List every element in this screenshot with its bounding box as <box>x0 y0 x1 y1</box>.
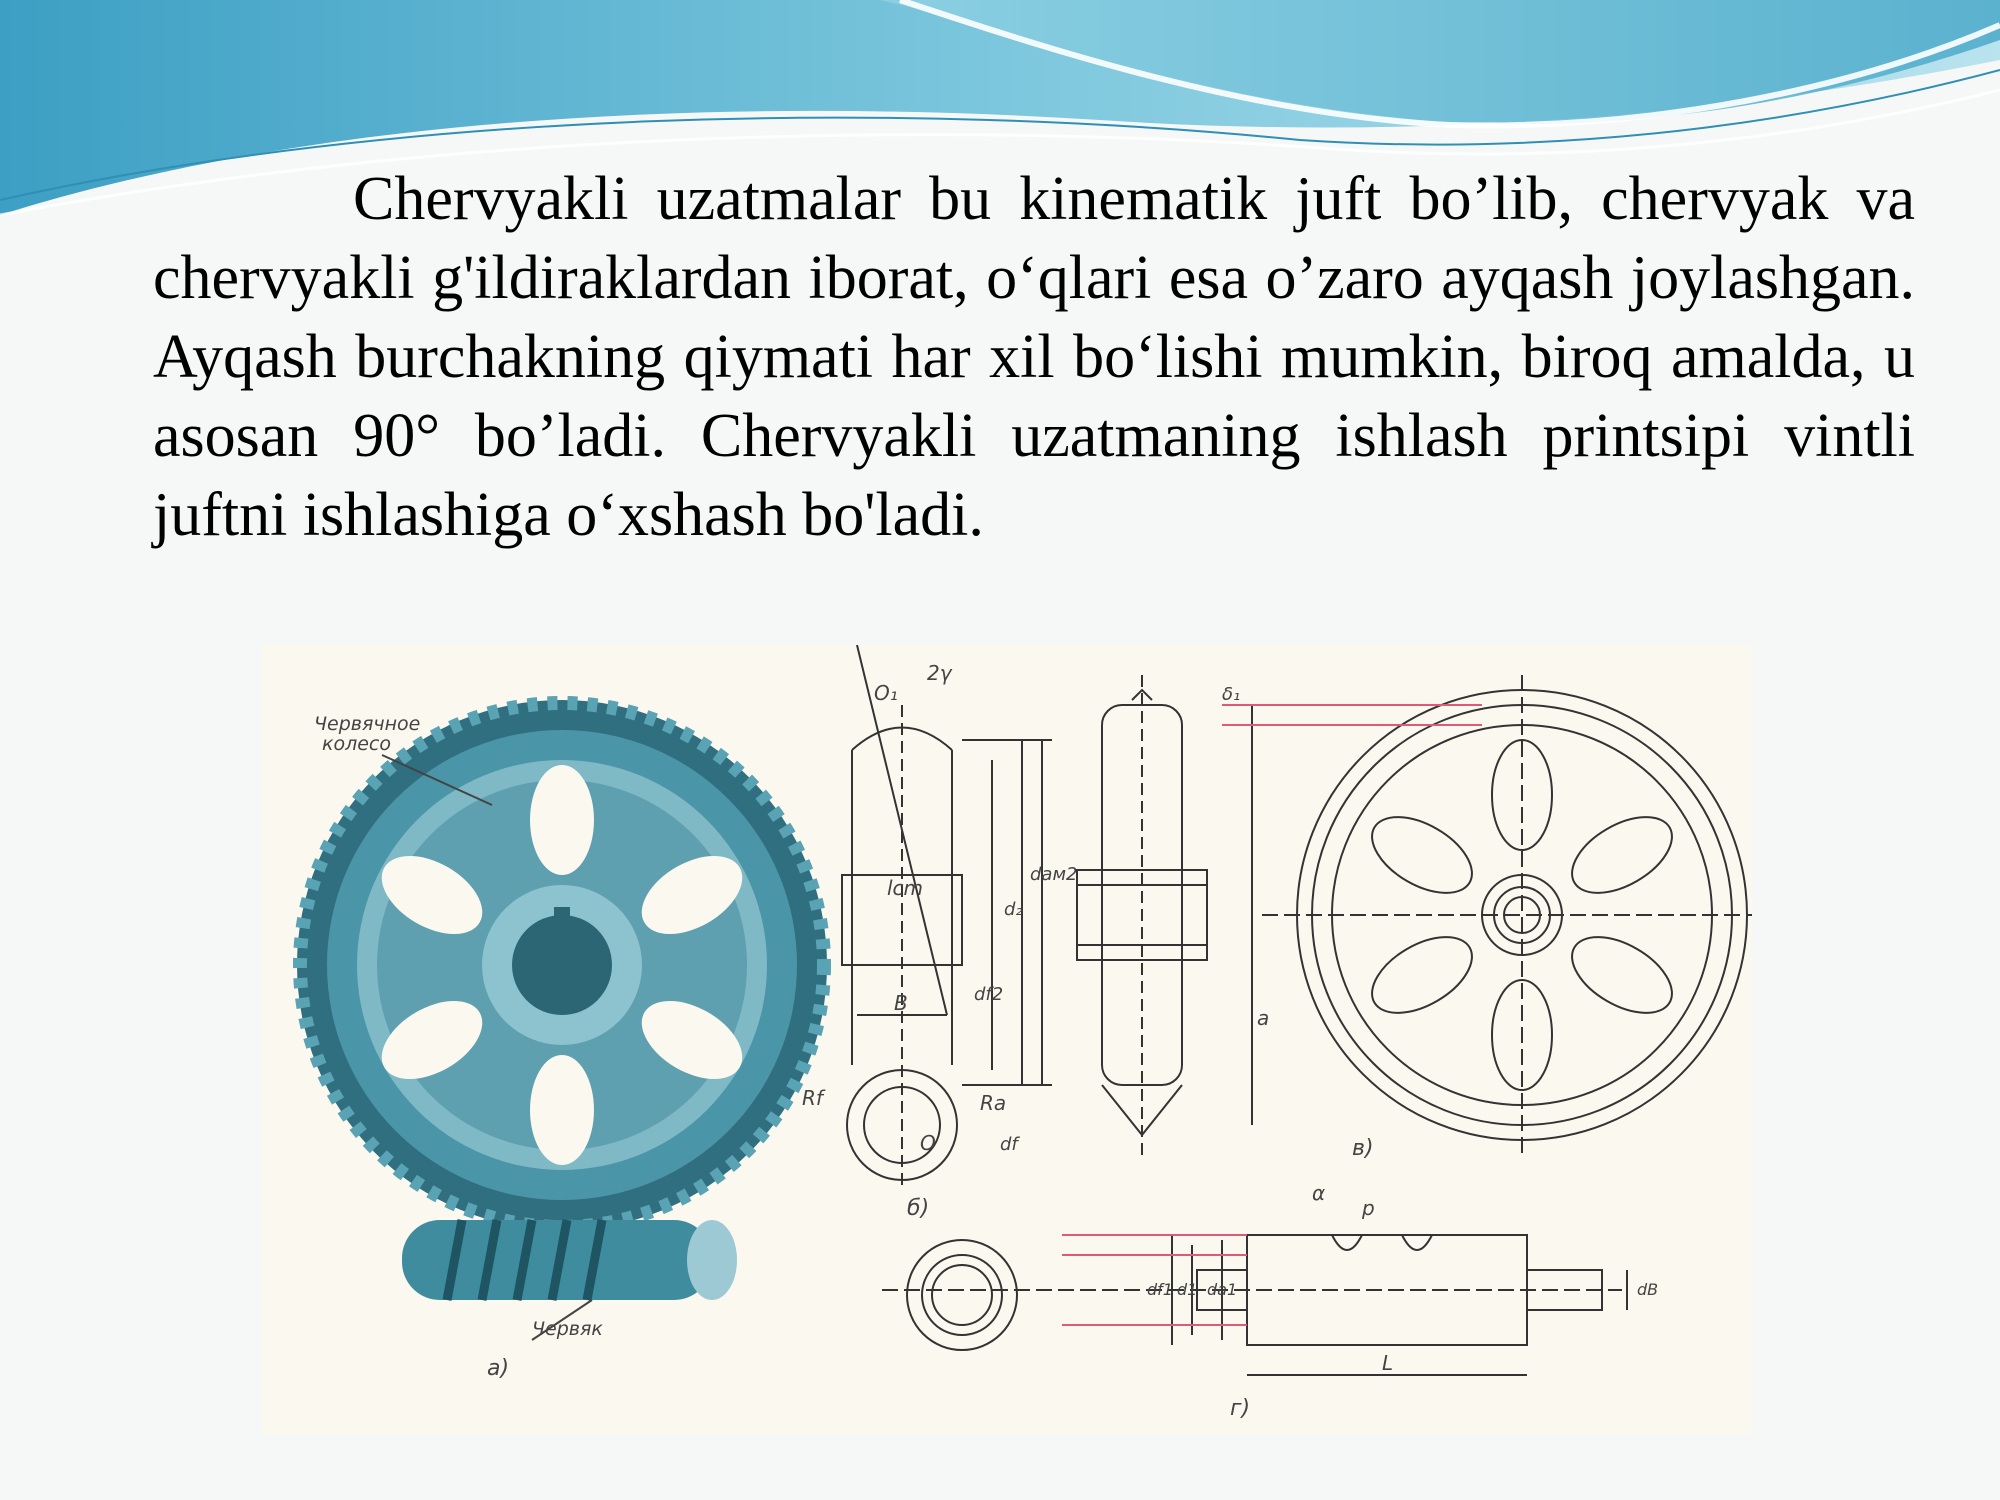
dim-alpha: α <box>1312 1181 1326 1205</box>
dim-delta1: δ₁ <box>1222 684 1241 705</box>
worm-gear-drawing <box>262 645 1752 1435</box>
dim-df2: df2 <box>974 984 1004 1005</box>
dim-d2: d₂ <box>1004 899 1023 920</box>
worm-label: Червяк <box>532 1318 603 1340</box>
worm-gear-figure <box>262 645 1752 1435</box>
dim-B: B <box>894 991 908 1015</box>
dim-2gamma: 2γ <box>927 661 952 685</box>
caption-b: б) <box>907 1196 930 1221</box>
dim-Rf: Rf <box>802 1086 823 1110</box>
dim-Ra: Ra <box>980 1091 1007 1115</box>
dim-da1: da1 <box>1207 1280 1238 1299</box>
dim-df1: df1 <box>1147 1280 1173 1299</box>
dim-df: df <box>1000 1134 1018 1155</box>
caption-v: в) <box>1352 1136 1374 1161</box>
dim-o1: O₁ <box>874 681 898 705</box>
worm-drawing <box>882 1235 1627 1375</box>
dim-dam2: daм2 <box>1030 864 1078 885</box>
dim-d1: d1 <box>1177 1280 1198 1299</box>
caption-a: а) <box>487 1356 510 1381</box>
wheel-views-drawing <box>1077 675 1752 1155</box>
dim-L: L <box>1382 1351 1394 1375</box>
dim-dB: dB <box>1637 1280 1659 1299</box>
dim-lcm: lcm <box>887 876 924 900</box>
dim-a: a <box>1257 1006 1270 1030</box>
caption-g: г) <box>1230 1396 1251 1421</box>
wheel-label-line2: колесо <box>322 733 392 755</box>
wheel-label-line1: Червячное <box>314 713 421 735</box>
dim-p: p <box>1362 1196 1375 1220</box>
worm-wheel-illustration <box>297 700 827 1300</box>
dim-O: O <box>920 1131 936 1155</box>
main-paragraph: Chervyakli uzatmalar bu kinematik juft bo’lib, chervyak va chervyakli g'ildiraklardan iborat, o‘qlari esa o’zaro ayqash joylashgan. Ayqash burchakning qiymati har xil bo‘lishi mumkin, biroq amalda, u asosan 90° bo’ladi. Chervyakli uzatmaning ishlash printsipi vintli juftni ishlashiga o‘xshash bo'ladi. <box>153 165 1915 549</box>
